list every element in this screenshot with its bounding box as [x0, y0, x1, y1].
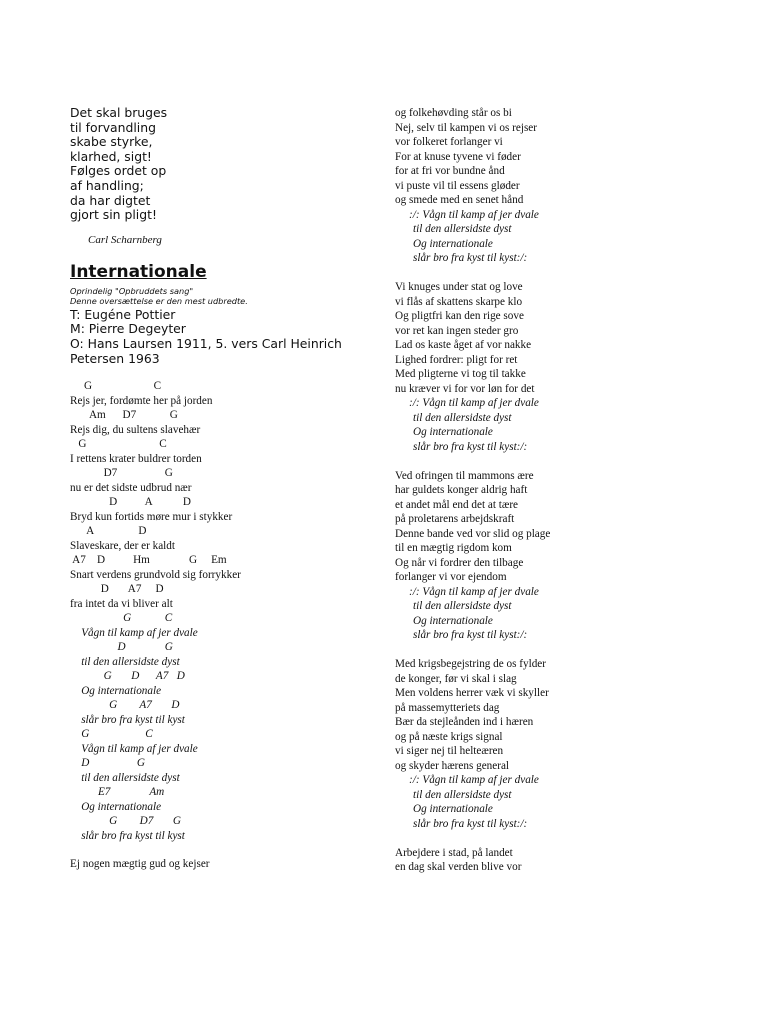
chord-line: G C	[70, 438, 167, 451]
refrain-line: til den allersidste dyst	[70, 655, 180, 668]
refrain-line: :/: Vågn til kamp af jer dvale	[409, 774, 539, 786]
lyric-line: nu er det sidste udbrud nær	[70, 481, 192, 494]
song-title: Internationale	[70, 261, 207, 282]
refrain-line: :/: Vågn til kamp af jer dvale	[409, 397, 539, 409]
refrain-line: til den allersidste dyst	[413, 411, 512, 424]
credits	[70, 308, 370, 366]
lyric-line: I rettens krater buldrer torden	[70, 452, 202, 465]
lyric-line: et andet mål end det at tære	[395, 498, 519, 511]
lyric-line: og skyder hærens general	[395, 759, 510, 772]
credit-translation: O: Hans Laursen 1911, 5. vers Carl Heinrich Petersen 1963	[70, 335, 342, 366]
stanza	[395, 657, 735, 831]
refrain-line: til den allersidste dyst	[413, 788, 512, 801]
stanza-gap	[395, 454, 735, 469]
refrain-line: Og internationale	[413, 426, 493, 438]
lyric-line: Bær da stejleånden ind i hæren	[395, 716, 534, 728]
lyric-line: Lad os kaste åget af vor nakke	[395, 339, 532, 351]
lyric-line: Nej, selv til kampen vi os rejser	[395, 121, 537, 134]
lyric-line: Og når vi fordrer den tilbage	[395, 556, 524, 569]
refrain-line: slår bro fra kyst til kyst:/:	[413, 629, 528, 641]
lyric-line: på massemytteriets dag	[395, 701, 500, 714]
lyric-line: for at fri vor bundne ånd	[395, 165, 505, 177]
refrain-line: til den allersidste dyst	[413, 600, 512, 612]
lyric-line: har guldets konger aldrig haft	[395, 484, 528, 496]
chord-line: G A7 D	[70, 699, 180, 712]
stanza-gap	[395, 266, 735, 281]
refrain-line: Vågn til kamp af jer dvale	[70, 626, 198, 639]
lyric-line: fra intet da vi bliver alt	[70, 597, 173, 610]
lyric-line: Men voldens herrer væk vi skyller	[395, 687, 549, 699]
refrain-line: slår bro fra kyst til kyst	[70, 713, 185, 726]
refrain-line: Vågn til kamp af jer dvale	[70, 742, 198, 755]
lyric-line: og smede med en senet hånd	[395, 194, 524, 206]
refrain-line: til den allersidste dyst	[413, 223, 512, 235]
poem-line: Det skal bruges	[70, 105, 168, 120]
lyric-line: Med krigsbegejstring de os fylder	[395, 658, 546, 670]
lyric-line: Slaveskare, der er kaldt	[70, 539, 175, 552]
lyric-line: vi puste vil til essens gløder	[395, 179, 520, 192]
lyric-line: Ved ofringen til mammons ære	[395, 469, 534, 482]
refrain-line: Og internationale	[413, 237, 493, 250]
lyric-line: Lighed fordrer: pligt for ret	[395, 353, 518, 366]
lyric-line: vor ret kan ingen steder gro	[395, 324, 519, 337]
stanza	[395, 846, 735, 875]
intro-poem	[70, 106, 370, 223]
credit-music: M: Pierre Degeyter	[70, 321, 186, 337]
refrain-line: slår bro fra kyst til kyst:/:	[413, 440, 528, 453]
refrain-line: Og internationale	[70, 800, 162, 813]
poem-line: til forvandling	[70, 119, 156, 135]
chord-line: G D A7 D	[70, 670, 185, 683]
poem-line: Følges ordet op	[70, 163, 167, 179]
poem-line: da har digtet	[70, 192, 151, 208]
refrain-line: Og internationale	[70, 684, 162, 697]
poem-line: klarhed, sigt!	[70, 148, 152, 164]
lyric-line: Arbejdere i stad, på landet	[395, 846, 513, 859]
lyric-line: Med pligterne vi tog til takke	[395, 368, 526, 380]
lyric-line: og på næste krigs signal	[395, 730, 503, 743]
lyric-line: de konger, før vi skal i slag	[395, 672, 517, 685]
lyric-line: vi siger nej til helteæren	[395, 745, 504, 757]
refrain-line: slår bro fra kyst til kyst:/:	[413, 817, 528, 830]
origin-note: Oprindelig "Opbruddets sang"	[70, 285, 194, 296]
chord-line: A7 D Hm G Em	[70, 554, 227, 567]
lyric-line: Og pligtfri kan den rige sove	[395, 310, 524, 322]
chord-line: Am D7 G	[70, 409, 178, 422]
refrain-line: slår bro fra kyst til kyst	[70, 829, 185, 842]
lyric-line: på proletarens arbejdskraft	[395, 513, 515, 525]
poem-line: skabe styrke,	[70, 134, 153, 150]
lyric-line: Denne bande ved vor slid og plage	[395, 527, 551, 540]
poem-author: Carl Scharnberg	[88, 233, 162, 246]
refrain-line: :/: Vågn til kamp af jer dvale	[409, 208, 539, 221]
chord-line: D A D	[70, 496, 191, 509]
chord-line: A D	[70, 525, 147, 538]
refrain-line: slår bro fra kyst til kyst:/:	[413, 252, 528, 264]
poem-line: af handling;	[70, 177, 144, 193]
chord-line: G C	[70, 728, 153, 741]
lyric-line: vor folkeret forlanger vi	[395, 136, 503, 148]
chord-line: D G	[70, 757, 145, 770]
lyric-line: forlanger vi vor ejendom	[395, 571, 507, 583]
lyric-line: en dag skal verden blive vor	[395, 861, 522, 873]
poem-line: gjort sin pligt!	[70, 207, 157, 223]
right-column	[395, 106, 735, 875]
refrain-line: til den allersidste dyst	[70, 771, 180, 784]
credit-text: T: Eugéne Pottier	[70, 306, 176, 322]
chord-line: E7 Am	[70, 786, 165, 799]
lyric-line: vi flås af skattens skarpe klo	[395, 295, 523, 308]
stanza	[395, 106, 735, 266]
chord-line: G C	[70, 380, 162, 393]
lyric-line: Ej nogen mægtig gud og kejser	[70, 858, 210, 871]
lyric-line: Snart verdens grundvold sig forrykker	[70, 568, 241, 581]
left-column	[70, 106, 370, 872]
refrain-line: Og internationale	[413, 803, 493, 815]
chord-line: D7 G	[70, 467, 173, 480]
stanza	[395, 280, 735, 454]
refrain-line: Og internationale	[413, 614, 493, 627]
chord-line: D G	[70, 641, 173, 654]
translation-note: Denne oversættelse er den mest udbredte.	[70, 295, 248, 306]
lyric-line: Vi knuges under stat og love	[395, 281, 523, 293]
chord-line: G C	[70, 612, 173, 625]
stanza-gap	[395, 831, 735, 846]
stanza	[395, 469, 735, 643]
lyric-line: og folkehøvding står os bi	[395, 107, 512, 119]
lyric-line: For at knuse tyvene vi føder	[395, 150, 521, 163]
chord-line: D A7 D	[70, 583, 164, 596]
lyric-line: Bryd kun fortids møre mur i stykker	[70, 510, 233, 523]
lyric-line: Rejs jer, fordømte her på jorden	[70, 394, 213, 407]
lyric-line: til en mægtig rigdom kom	[395, 542, 512, 554]
lyric-line: Rejs dig, du sultens slavehær	[70, 423, 201, 436]
stanza-gap	[395, 643, 735, 658]
song-first-verse	[70, 379, 370, 843]
lyric-line: nu kræver vi for vor løn for det	[395, 382, 535, 395]
refrain-line: :/: Vågn til kamp af jer dvale	[409, 585, 539, 598]
chord-line: G D7 G	[70, 815, 181, 828]
